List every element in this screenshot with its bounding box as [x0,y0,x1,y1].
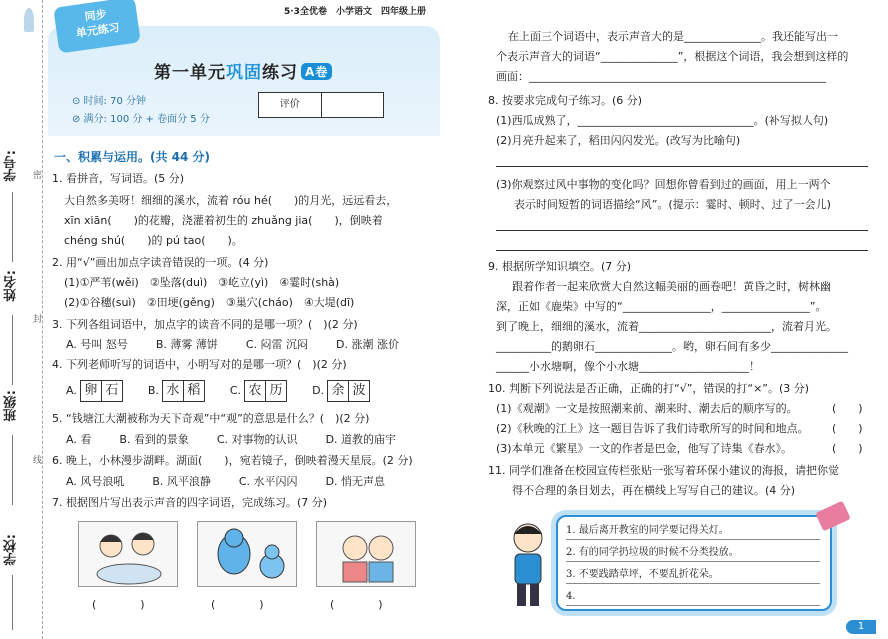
q3-title: 3. 下列各组词语中，加点字的读音不同的是哪一项？( )(2 分) [52,318,358,331]
q4-a-char2: 石 [105,383,119,398]
q7-answer-1[interactable]: ( ) [92,598,145,611]
q4-d-label: D. [312,384,325,397]
q2-title: 2. 用“√”画出加点字读音错误的一项。(4 分) [52,256,269,269]
q4-b-label: B. [147,384,159,397]
birds-illustration [198,522,296,586]
whisper-kids-illustration [317,522,415,586]
q3-options [66,336,399,352]
q2-line1[interactable]: (1)①严苇(wěi) ②坠落(duì) ③屹立(yì) ④霎时(shà) [64,276,340,289]
q11-title: 11. 同学们准备在校园宣传栏张贴一张写着环保小建议的海报，请把你觉 [488,464,839,477]
seal-mark-mi: 密 [31,170,41,179]
q4-a-label: A. [66,384,77,397]
q4-option-a[interactable] [66,380,126,402]
q10-line2: (2)《秋晚的江上》这一题目告诉了我们诗歌所写的时间和地点。 [496,422,809,435]
section-heading: 一、积累与运用。(共 44 分) [54,150,211,164]
rating-box [258,92,384,118]
school-line[interactable] [12,575,14,630]
q7-follow-line3[interactable]: 画面：______________________________________________________ [496,70,826,83]
q4-option-b[interactable] [148,380,208,402]
megaphone-icon [815,501,851,532]
q4-options [66,380,373,402]
poster-item-3[interactable]: 3. 不要践踏草坪，不要乱折花朵。 [566,567,820,584]
q6-option-a[interactable]: A. 风号浪吼 [66,475,125,488]
q9-line2[interactable]: 深，正如《鹿柴》中写的“________________，________________”。 [496,300,827,313]
q6-option-b[interactable]: B. 风平浪静 [152,475,211,488]
q9-line5[interactable]: ______小水塘啊，像个小水塘____________________！ [496,360,760,373]
q5-option-c[interactable]: C. 对事物的认识 [216,433,298,446]
rating-label: 评价 [259,93,322,117]
q3-option-b[interactable]: B. 薄雾 薄饼 [155,338,218,351]
q7-follow-line1[interactable]: 在上面三个词语中，表示声音大的是______________。我还能写出一 [508,30,838,43]
q10-line3: (3)本单元《繁星》一文的作者是巴金，他写了诗集《春水》。 [496,442,793,455]
class-line[interactable] [12,435,14,505]
q4-c-char1: 农 [245,381,266,401]
name-label: 姓名: [4,270,19,302]
q8-answer-line-3[interactable] [496,250,868,251]
q8-answer-line-2[interactable] [496,230,868,231]
q3-option-d[interactable]: D. 涨潮 涨价 [336,338,400,351]
q9-line1: 跟着作者一起来欣赏大自然这幅美丽的画卷吧！黄昏之时，树林幽 [512,280,831,293]
q5-option-a[interactable]: A. 看 [66,433,92,446]
q4-option-c[interactable] [230,380,290,402]
q7-answer-2[interactable]: ( ) [211,598,264,611]
q10-line1: (1)《观潮》一文是按照潮来前、潮来时、潮去后的顺序写的。 [496,402,798,415]
student-number-line[interactable] [12,192,14,262]
q11-line2: 得不合理的条目划去，再在横线上写写自己的建议。(4 分) [512,484,796,497]
q4-d-char1: 余 [328,381,349,401]
student-number-label: 学号: [4,150,19,182]
q4-d-char2: 波 [352,383,366,398]
title-part-b: 巩固 [226,63,262,83]
q4-b-char2: 稻 [187,383,201,398]
picture-birds [197,521,297,587]
poster-item-4[interactable]: 4. [566,589,820,606]
page-number: 1 [846,620,876,634]
version-badge: A卷 [301,63,332,80]
q10-title: 10. 判断下列说法是否正确，正确的打“√”，错误的打“×”。(3 分) [488,382,810,395]
q8-line3: (3)你观察过风中事物的变化吗？回想你曾看到过的画面，用上一两个 [496,178,831,191]
binding-spine [0,0,43,639]
page-title [154,58,332,83]
q8-line2: (2)月亮升起来了，稻田闪闪发光。(改写为比喻句) [496,134,741,147]
seal-mark-feng: 封 [31,314,41,323]
name-line[interactable] [12,315,14,385]
publication-info: 5·3全优卷 小学语文 四年级上册 [284,7,426,17]
q4-b-char1: 水 [163,381,184,401]
q9-title: 9. 根据所学知识填空。(7 分) [488,260,632,273]
rating-field[interactable] [322,93,384,117]
drum-kids-illustration [79,522,177,586]
eco-poster [556,515,832,611]
q8-line1[interactable]: (1)西瓜成熟了，________________________________。(补写拟人句) [496,114,829,127]
q6-title: 6. 晚上，小林漫步湖畔。湖面( )，宛若镜子，倒映着漫天星辰。(2 分) [52,454,413,467]
q7-answer-3[interactable]: ( ) [330,598,383,611]
q5-options [66,431,396,447]
q1-title: 1. 看拼音，写词语。(5 分) [52,172,185,185]
poster-item-1[interactable]: 1. 最后离开教室的同学要记得关灯。 [566,523,820,540]
tag-line1: 同步 [83,7,108,24]
q4-title: 4. 下列老师听写的词语中，小明写对的是哪一项？( )(2 分) [52,358,347,371]
title-part-a: 第一单元 [154,63,226,83]
poster-item-2[interactable]: 2. 有的同学扔垃圾的时候不分类投放。 [566,545,820,562]
q10-mark-3[interactable]: ( ) [832,442,863,455]
q4-c-char2: 历 [269,383,283,398]
q10-mark-2[interactable]: ( ) [832,422,863,435]
q8-line4: 表示时间短暂的词语描绘“风”。(提示：霎时、顿时、过了一会儿) [514,198,831,211]
q1-line2[interactable]: xīn xiān( )的花瓣，浇灌着初生的 zhuǎng jia( )，倒映着 [64,214,383,227]
score-info: ⊘ 满分: 100 分 + 卷面分 5 分 [72,114,210,125]
q9-line4[interactable]: __________的鹅卵石______________。哟，卵石间有多少______________ [496,340,848,353]
q5-title: 5. “钱塘江大潮被称为天下奇观”中“观”的意思是什么？( )(2 分) [52,412,370,425]
q6-option-d[interactable]: D. 悄无声息 [325,475,386,488]
picture-whispering-kids [316,521,416,587]
tag-line2: 单元练习 [75,20,121,40]
q2-line2[interactable]: (2)①谷穗(suì) ②田埂(gěng) ③巢穴(cháo) ④大堤(dī) [64,296,355,309]
q5-option-b[interactable]: B. 看到的景象 [119,433,189,446]
q7-follow-line2[interactable]: 个表示声音大的词语“______________”，根据这个词语，我会想到这样的 [496,50,849,63]
q1-line1[interactable]: 大自然多美呀！细细的溪水，流着 róu hé( )的月光，远远看去， [64,194,398,207]
boy-illustration [505,520,551,612]
q7-title: 7. 根据图片写出表示声音的四字词语，完成练习。(7 分) [52,496,328,509]
picture-children-drumming [78,521,178,587]
q6-options [66,473,385,489]
q3-option-a[interactable]: A. 号叫 怒号 [66,338,128,351]
q6-option-c[interactable]: C. 水平闪闪 [238,475,298,488]
q9-line3[interactable]: 到了晚上，细细的溪水，流着________________________，流着月光。 [496,320,837,333]
class-label: 班级: [4,390,19,422]
q4-option-d[interactable] [312,380,373,402]
q4-a-char1: 卵 [81,381,102,401]
boy-with-pencil-icon [505,520,551,612]
q8-answer-line-1[interactable] [496,166,868,167]
q4-c-label: C. [229,384,242,397]
q1-line3[interactable]: chéng shú( )的 pú tao( )。 [64,234,243,247]
rocket-icon [24,8,34,32]
q3-option-c[interactable]: C. 闷雷 沉闷 [245,338,309,351]
q10-mark-1[interactable]: ( ) [832,402,863,415]
q8-title: 8. 按要求完成句子练习。(6 分) [488,94,643,107]
time-info: ⊙ 时间: 70 分钟 [72,96,147,107]
q5-option-d[interactable]: D. 道教的庙宇 [325,433,397,446]
title-part-c: 练习 [262,63,298,83]
school-label: 学校: [4,534,19,566]
seal-mark-xian: 线 [31,455,41,464]
